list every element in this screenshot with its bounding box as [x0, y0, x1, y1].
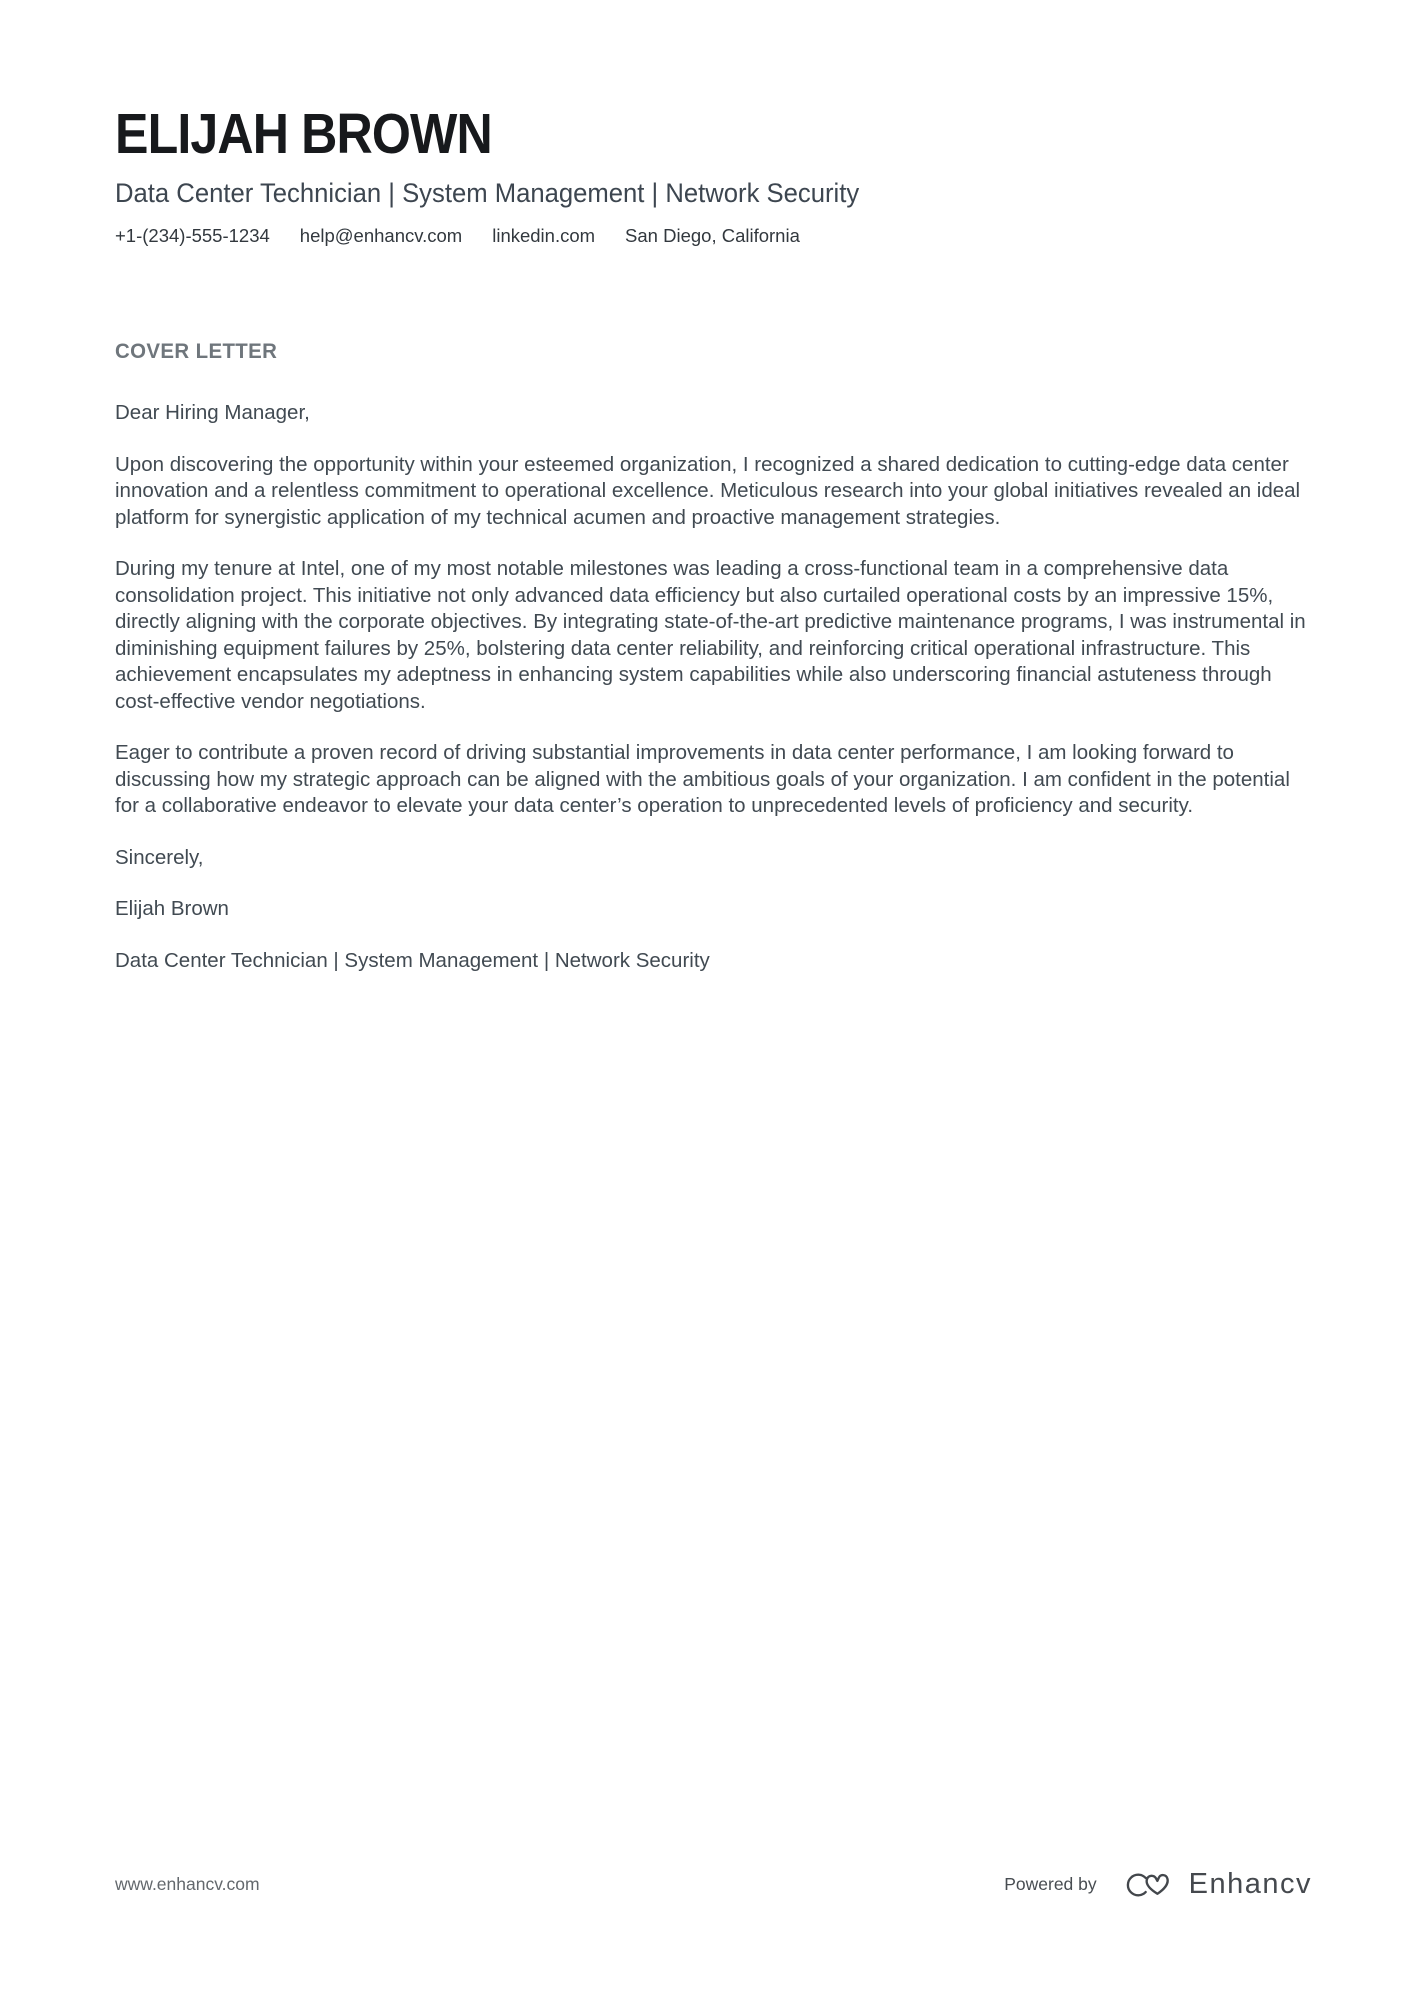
contact-phone: +1-(234)-555-1234 [115, 225, 270, 246]
footer-brand [1004, 1868, 1312, 1901]
page-footer [115, 1868, 1312, 1901]
letter-body [115, 400, 1312, 974]
page-content [0, 102, 1410, 974]
enhancv-infinity-heart-icon[interactable] [1121, 1869, 1175, 1901]
letter-salutation: Dear Hiring Manager, [115, 401, 310, 424]
letter-paragraph: Upon discovering the opportunity within your esteemed organization, I recognized a shared dedication to cutting-edge data center innovation and a relentless commitment to operational excellence. Meticulous research into your global initiatives revealed an ideal platform for synergistic application of my technical acumen and proactive management strategies. [115, 452, 1301, 529]
powered-by-label: Powered by [1004, 1874, 1097, 1894]
signature-name: Elijah Brown [115, 897, 229, 920]
contact-row [115, 225, 1312, 247]
contact-linkedin[interactable]: linkedin.com [492, 225, 596, 246]
candidate-headline: Data Center Technician | System Management | Network Security [115, 178, 860, 208]
cover-letter-section-label: COVER LETTER [115, 339, 278, 363]
letter-paragraph: Eager to contribute a proven record of driving substantial improvements in data center performance, I am looking forward to discussing how my strategic approach can be aligned with the ambitious goals of your organization. I am confident in the potential for a collaborative endeavor to elevate your data center’s operation to unprecedented levels of proficiency and security. [115, 741, 1290, 817]
candidate-name: ELIJAH BROWN [115, 102, 492, 166]
footer-website-link[interactable]: www.enhancv.com [115, 1874, 260, 1894]
letter-paragraph: During my tenure at Intel, one of my most notable milestones was leading a cross-functional team in a comprehensive data consolidation project. This initiative not only advanced data efficiency but also curtailed operational costs by an impressive 15%, directly aligning with the corporate objectives. By integrating state-of-the-art predictive maintenance programs, I was instrumental in diminishing equipment failures by 25%, bolstering data center reliability, and reinforcing critical operational infrastructure. This achievement encapsulates my adeptness in enhancing system capabilities while also underscoring financial astuteness through cost-effective vendor negotiations. [115, 557, 1306, 713]
enhancv-wordmark[interactable]: Enhancv [1188, 1868, 1312, 1900]
header [115, 102, 1312, 247]
signature-title: Data Center Technician | System Management | Network Security [115, 948, 710, 972]
contact-email[interactable]: help@enhancv.com [299, 225, 463, 246]
contact-location: San Diego, California [625, 225, 800, 246]
letter-closing: Sincerely, [115, 845, 204, 869]
